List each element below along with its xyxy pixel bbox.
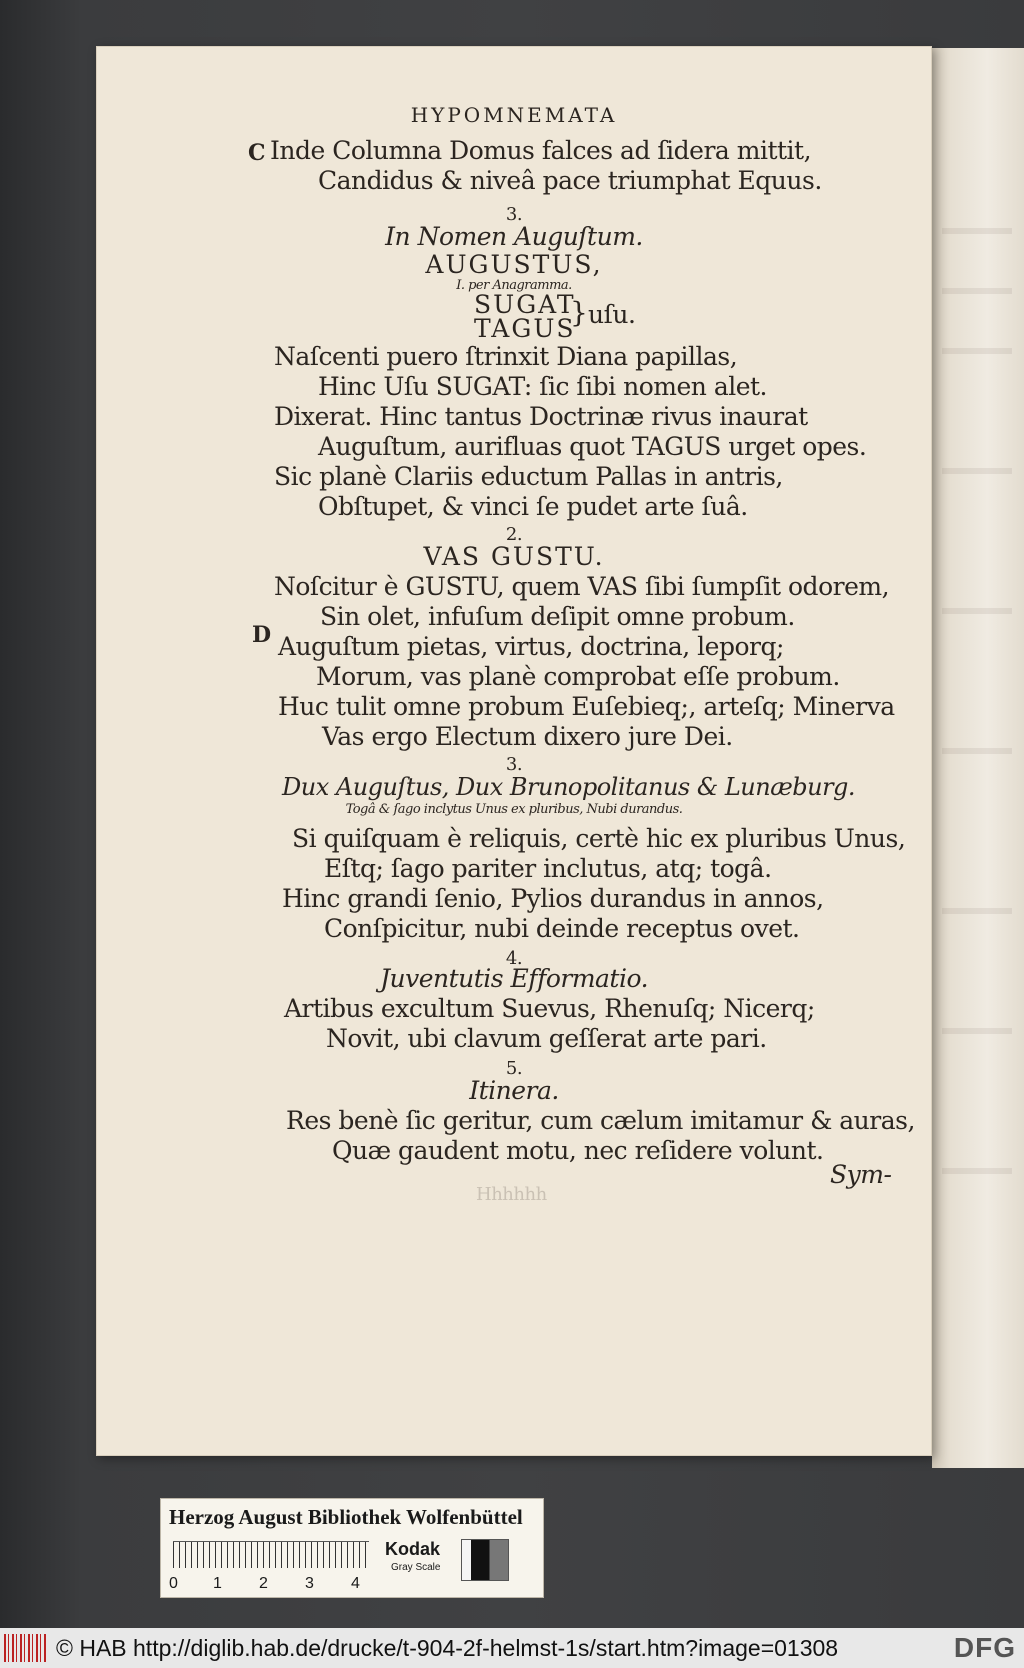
verse-line: Sin olet, infuſum deſipit omne probum. [320,602,795,631]
footer-bar [0,1628,1024,1668]
section-title: In Nomen Auguſtum. [385,222,643,251]
section-number: 3. [505,204,523,225]
section-number: 3. [505,754,523,775]
anagram-brace: } [570,296,588,329]
verse-line: Candidus & niveâ pace triumphat Equus. [318,166,822,195]
ruler-number: 3 [305,1575,314,1592]
section-title: Itinera. [469,1076,559,1105]
signature-mark-bleed: Hhhhhh [476,1184,547,1205]
section-subtitle: I. per Anagramma. [456,278,572,293]
section-number: 5. [505,1058,523,1079]
verse-line: Vas ergo Electum dixero jure Dei. [322,722,733,751]
catchword: Sym- [830,1160,892,1189]
margin-letter-d: D [252,622,271,648]
ruler-number: 4 [351,1575,360,1592]
verse-line: Hinc grandi ſenio, Pylios durandus in annos, [282,884,824,913]
scale-label [160,1498,544,1598]
gray-scale-swatch [461,1539,509,1581]
section-number: 2. [505,524,523,545]
section-title: Dux Auguſtus, Dux Brunopolitanus & Lunæburg. [282,773,856,801]
book-page [96,46,932,1456]
section-title-caps: VAS GUSTU. [423,542,605,571]
ruler-number: 1 [213,1575,222,1592]
measurement-ruler [173,1541,369,1568]
verse-line: Artibus excultum Suevus, Rhenuſq; Nicerq; [284,994,815,1023]
verse-line: Quæ gaudent motu, nec reſidere volunt. [332,1136,824,1165]
section-title: Juventutis Efformatio. [379,964,649,993]
page-text [96,46,932,1456]
hab-logo-icon [4,1634,48,1662]
verse-line: Obſtupet, & vinci ſe pudet arte ſuâ. [318,492,748,521]
verse-line: Noſcitur è GUSTU, quem VAS ſibi ſumpſit odorem, [274,572,890,601]
running-header: HYPOMNEMATA [410,103,618,127]
anagram-word: SUGAT [474,290,576,319]
anagram-word: uſu. [588,300,636,329]
gray-scale-label: Gray Scale [391,1562,441,1573]
dfg-logo: DFG [953,1632,1016,1663]
anagram-word: TAGUS [474,314,576,343]
section-number: 4. [505,948,523,969]
ruler-number: 0 [169,1575,178,1592]
verse-line: Auguſtum, aurifluas quot TAGUS urget opes. [318,432,867,461]
kodak-logo: Kodak [385,1539,441,1559]
verse-line: Eſtq; ſago pariter inclutus, atq; togâ. [324,854,772,883]
verse-line: Dixerat. Hinc tantus Doctrinæ rivus inaurat [274,402,808,431]
verse-line: Huc tulit omne probum Euſebieq;, arteſq; Minerva [278,692,895,721]
library-name: Herzog August Bibliothek Wolfenbüttel [169,1505,523,1529]
section-subtitle: Togâ & ſago inclytus Unus ex pluribus, Nubi durandus. [345,802,683,817]
section-title-caps: AUGUSTUS, [425,250,603,279]
ruler-number: 2 [259,1575,268,1592]
verse-line: Morum, vas planè comprobat eſſe probum. [316,662,840,691]
verse-line: Hinc Uſu SUGAT: ſic ſibi nomen alet. [318,372,768,401]
verse-line: Sic planè Clariis eductum Pallas in antris, [274,462,783,491]
verse-line: Novit, ubi clavum geſſerat arte pari. [326,1024,767,1053]
verse-line: Inde Columna Domus falces ad ſidera mittit, [270,136,812,165]
verse-line: Auguſtum pietas, virtus, doctrina, leporq; [278,632,784,661]
facing-page-edge [932,48,1024,1468]
margin-letter-c: C [248,140,266,166]
verse-line: Conſpicitur, nubi deinde receptus ovet. [324,914,800,943]
verse-line: Naſcenti puero ſtrinxit Diana papillas, [274,342,738,371]
verse-line: Si quiſquam è reliquis, certè hic ex pluribus Unus, [292,824,906,853]
verse-line: Res benè ſic geritur, cum cælum imitamur & auras, [286,1106,915,1135]
footer-link[interactable]: © HAB http://diglib.hab.de/drucke/t-904-2f-helmst-1s/start.htm?image=01308 [56,1635,839,1661]
